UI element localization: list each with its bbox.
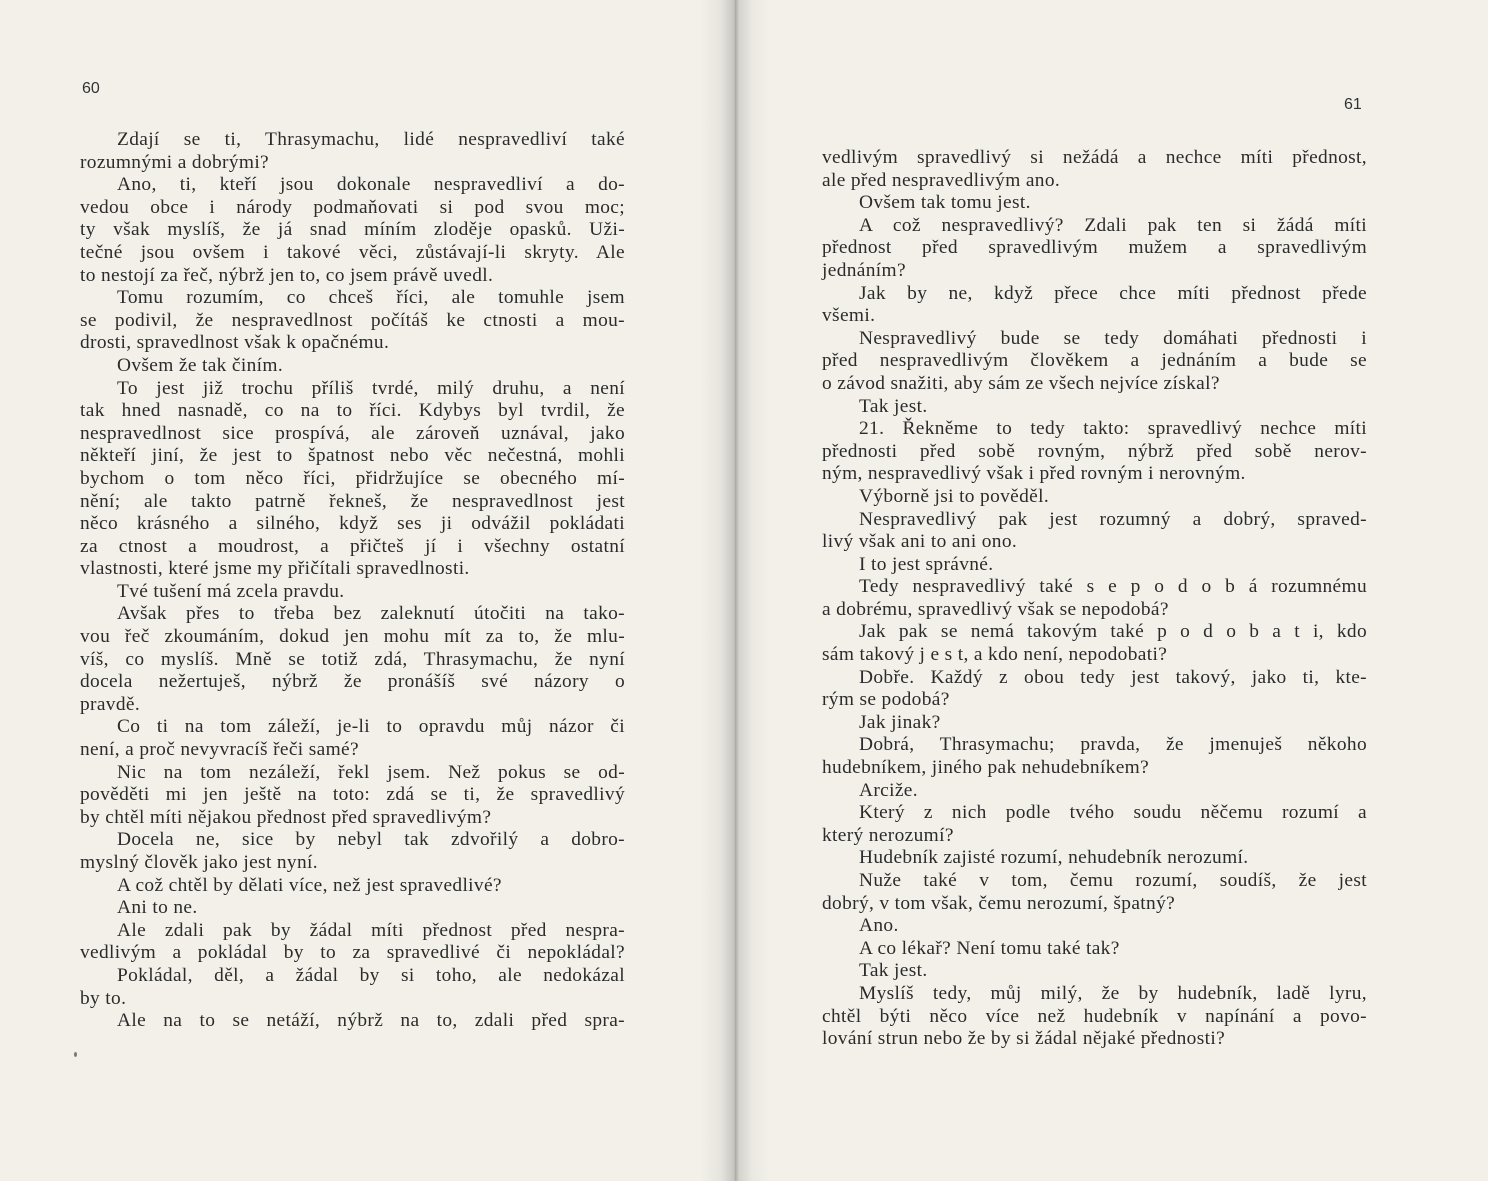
text-line: Ale na to se netáží, nýbrž na to, zdali před spra-	[117, 1010, 625, 1032]
paper-speck	[74, 1052, 77, 1057]
text-line: a dobrému, spravedlivý však se nepodobá?	[822, 598, 1169, 620]
text-line: vou řeč zkoumáním, dokud jen mohu mít za to, že mlu-	[80, 626, 625, 648]
text-line: bychom o tom něco říci, přidržujíce se obecného mí-	[80, 467, 625, 489]
text-line: Ale zdali pak by žádal míti přednost před nespra-	[117, 919, 625, 941]
text-line: vedlivým a pokládal by to za spravedlivé či nepokládal?	[80, 942, 625, 964]
right-page	[734, 0, 1488, 1181]
text-line: který nerozumí?	[822, 824, 954, 846]
text-line: vlastnosti, které jsme my přičítali spravedlnosti.	[80, 558, 470, 580]
text-line: ty však myslíš, že já snad míním zloděje opasků. Uži-	[80, 219, 625, 241]
text-line: sám takový j e s t, a kdo není, nepodobati?	[822, 644, 1168, 666]
text-line: 21. Řekněme to tedy takto: spravedlivý nechce míti	[859, 418, 1367, 440]
text-line: A což chtěl by dělati více, než jest spravedlivé?	[117, 874, 502, 896]
text-line: Arciže.	[859, 779, 918, 801]
text-line: Jak jinak?	[859, 711, 941, 733]
text-line: přednosti před sobě rovným, nýbrž před sobě nerov-	[822, 440, 1367, 462]
text-line: není, a proč nevyvracíš řeči samé?	[80, 739, 359, 761]
text-line: před nespravedlivým člověkem a jednáním a bude se	[822, 350, 1367, 372]
text-line: ale před nespravedlivým ano.	[822, 169, 1061, 191]
page-number-right: 61	[1344, 96, 1362, 113]
text-line: pověděti mi jen ještě na toto: zdá se ti, že spravedlivý	[80, 784, 625, 806]
text-line: se podivil, že nespravedlnost počítáš ke ctnosti a mou-	[80, 309, 625, 331]
text-line: všemi.	[822, 305, 876, 327]
text-line: Tak jest.	[859, 960, 928, 982]
text-line: Myslíš tedy, můj milý, že by hudebník, ladě lyru,	[859, 982, 1367, 1004]
text-line: přednost před spravedlivým mužem a spravedlivým	[822, 237, 1367, 259]
text-line: Hudebník zajisté rozumí, nehudebník nerozumí.	[859, 847, 1249, 869]
text-line: Výborně jsi to pověděl.	[859, 485, 1050, 507]
page-number-left: 60	[82, 80, 100, 97]
text-line: Ano, ti, kteří jsou dokonale nespravedliví a do-	[117, 174, 625, 196]
text-line: lování strun nebo že by si žádal nějaké přednosti?	[822, 1028, 1226, 1050]
text-line: livý však ani to ani ono.	[822, 531, 1018, 553]
text-line: Dobře. Každý z obou tedy jest takový, jako ti, kte-	[859, 666, 1367, 688]
text-line: Jak by ne, když přece chce míti přednost přede	[859, 282, 1367, 304]
text-line: pravdě.	[80, 693, 141, 715]
text-line: nění; ale takto patrně řekneš, že nespravedlnost jest	[80, 490, 625, 512]
text-line: by chtěl míti nějakou přednost před spravedlivým?	[80, 806, 492, 828]
text-line: by to.	[80, 987, 127, 1009]
text-line: Dobrá, Thrasymachu; pravda, že jmenuješ někoho	[859, 734, 1367, 756]
text-line: nespravedlnost sice prospívá, ale zároveň uznával, jako	[80, 422, 625, 444]
text-line: Pokládal, děl, a žádal by si toho, ale nedokázal	[117, 964, 625, 986]
text-line: Avšak přes to třeba bez zaleknutí útočiti na tako-	[117, 603, 625, 625]
text-line: vedou obce i národy podmaňovati si pod svou moc;	[80, 196, 625, 218]
text-line: vedlivým spravedlivý si nežádá a nechce míti přednost,	[822, 147, 1367, 168]
text-line: hudebníkem, jiného pak nehudebníkem?	[822, 757, 1150, 779]
text-line: A což nespravedlivý? Zdali pak ten si žádá míti	[859, 214, 1367, 236]
text-line: Ani to ne.	[117, 897, 198, 919]
text-line: Nic na tom nezáleží, řekl jsem. Než pokus se od-	[117, 761, 625, 783]
text-line: tečné jsou ovšem i takové věci, zůstávají-li skryty. Ale	[80, 241, 625, 263]
text-line: Nespravedlivý pak jest rozumný a dobrý, spraved-	[859, 508, 1367, 530]
text-line: I to jest správné.	[859, 553, 994, 575]
left-page-text	[80, 129, 625, 1033]
text-line: chtěl býti něco více než hudebník v napínání a povo-	[822, 1005, 1367, 1027]
text-line: Tvé tušení má zcela pravdu.	[117, 580, 345, 602]
text-line: Tak jest.	[859, 395, 928, 417]
text-line: dobrý, v tom však, čemu nerozumí, špatný?	[822, 892, 1176, 914]
text-line: rozumnými a dobrými?	[80, 151, 270, 173]
text-line: Tomu rozumím, co chceš říci, ale tomuhle jsem	[117, 287, 625, 309]
text-line: víš, co myslíš. Mně se totiž zdá, Thrasymachu, že nyní	[80, 648, 625, 670]
text-line: Docela ne, sice by nebyl tak zdvořilý a dobro-	[117, 829, 625, 851]
text-line: někteří jiní, že jest to špatnost nebo věc nečestná, mohli	[80, 445, 625, 467]
text-line: A co lékař? Není tomu také tak?	[859, 937, 1120, 959]
left-page	[0, 0, 734, 1181]
text-line: Nuže také v tom, čemu rozumí, soudíš, že jest	[859, 870, 1367, 891]
text-line: Jak pak se nemá takovým také p o d o b a t i, kdo	[859, 621, 1367, 643]
text-line: ným, nespravedlivý však i před rovným i nerovným.	[822, 463, 1246, 485]
text-line: za ctnost a moudrost, a přičteš jí i všechny ostatní	[80, 535, 625, 557]
text-line: drosti, spravedlnost však k opačnému.	[80, 332, 390, 354]
text-line: Který z nich podle tvého soudu něčemu rozumí a	[859, 802, 1367, 824]
text-line: Tedy nespravedlivý také s e p o d o b á rozumnému	[859, 576, 1367, 598]
text-line: To jest již trochu příliš tvrdé, milý druhu, a není	[117, 377, 625, 399]
text-line: Co ti na tom záleží, je-li to opravdu můj názor či	[117, 716, 625, 738]
text-line: Nespravedlivý bude se tedy domáhati přednosti i	[859, 327, 1367, 349]
text-line: o závod snažiti, aby sám ze všech nejvíce získal?	[822, 372, 1220, 394]
text-line: Ovšem tak tomu jest.	[859, 192, 1031, 214]
text-line: něco krásného a silného, když ses ji odvážil pokládati	[80, 513, 625, 535]
text-line: tak hned nasnadě, co na to říci. Kdybys byl tvrdil, že	[80, 400, 625, 422]
text-line: rým se podobá?	[822, 689, 950, 711]
text-line: Ovšem že tak činím.	[117, 354, 284, 376]
text-line: to nestojí za řeč, nýbrž jen to, co jsem právě uvedl.	[80, 264, 494, 286]
right-page-text	[822, 147, 1367, 1051]
text-line: docela nežertuješ, nýbrž že pronášíš své názory o	[80, 671, 625, 693]
text-line: jednáním?	[822, 259, 906, 281]
text-line: Zdají se ti, Thrasymachu, lidé nespravedliví také	[117, 129, 625, 150]
text-line: Ano.	[859, 915, 899, 937]
text-line: myslný člověk jako jest nyní.	[80, 852, 318, 873]
